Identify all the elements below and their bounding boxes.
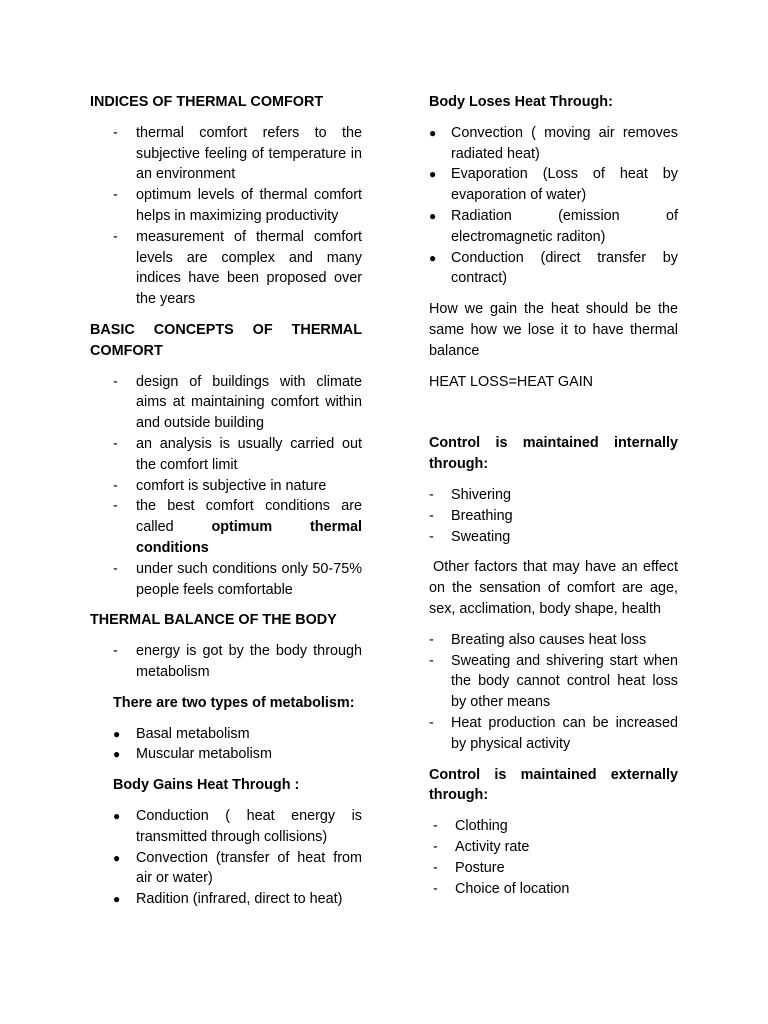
bullet-marker: ● <box>429 250 437 265</box>
dash-marker: - <box>113 228 118 245</box>
basic-concepts-list <box>90 372 362 601</box>
heading-basic-concepts: BASIC CONCEPTS OF THERMAL COMFORT <box>90 321 362 359</box>
dash-marker: - <box>433 818 438 835</box>
dash-marker: - <box>113 643 118 660</box>
list-item: - Activity rate <box>429 837 678 858</box>
dash-marker: - <box>433 880 438 897</box>
left-column <box>90 92 362 920</box>
dash-marker: - <box>113 124 118 141</box>
loses-heat-list <box>429 123 678 289</box>
heat-equation: HEAT LOSS=HEAT GAIN <box>429 373 594 390</box>
metabolism-list <box>90 724 362 766</box>
list-item: - measurement of thermal comfort levels are complex and many indices have been proposed over the years <box>113 228 362 308</box>
list-item: - Clothing <box>429 816 678 837</box>
dash-marker: - <box>113 560 118 577</box>
list-item: - Shivering <box>429 485 678 506</box>
list-item: ● Basal metabolism <box>90 724 362 745</box>
list-item: - Sweating and shivering start when the body cannot control heat loss by other means <box>429 652 678 711</box>
dash-marker: - <box>429 631 434 648</box>
dash-marker: - <box>429 486 434 503</box>
dash-marker: - <box>429 652 434 669</box>
list-item: - energy is got by the body through metabolism <box>113 643 362 680</box>
bullet-marker: ● <box>113 726 121 741</box>
subheading-gains-heat: Body Gains Heat Through : <box>113 777 300 794</box>
list-item: - Heat production can be increased by physical activity <box>429 714 678 752</box>
bullet-marker: ● <box>113 808 121 823</box>
bullet-marker: ● <box>113 747 121 762</box>
list-item: - Breathing <box>429 506 678 527</box>
subheading-metabolism: There are two types of metabolism: <box>113 694 355 711</box>
list-item: ● Radition (infrared, direct to heat) <box>90 889 362 910</box>
bullet-marker: ● <box>113 892 121 907</box>
thermal-balance-list <box>90 641 362 683</box>
list-item: - optimum levels of thermal comfort helps in maximizing productivity <box>113 187 362 224</box>
external-control-list <box>429 816 678 899</box>
list-item: - Posture <box>429 858 678 879</box>
list-item: - an analysis is usually carried out the comfort limit <box>113 435 362 473</box>
bullet-marker: ● <box>113 850 121 865</box>
list-item: ● Conduction ( heat energy is transmitted through collisions) <box>113 807 362 845</box>
dash-marker: - <box>429 507 434 524</box>
notes-list <box>429 630 678 755</box>
list-item: - Breating also causes heat loss <box>429 630 678 651</box>
dash-marker: - <box>429 528 434 545</box>
spacer <box>429 402 678 433</box>
bullet-marker: ● <box>429 208 437 223</box>
heading-external-control: Control is maintained externally through: <box>429 766 678 804</box>
paragraph-thermal-balance: How we gain the heat should be the same how we lose it to have thermal balance <box>429 301 678 359</box>
dash-marker: - <box>113 435 118 452</box>
list-item: ● Convection (transfer of heat from air or water) <box>113 849 362 887</box>
list-item: - Sweating <box>429 527 678 548</box>
dash-marker: - <box>113 373 118 390</box>
list-item: - Choice of location <box>429 879 678 900</box>
list-item: - comfort is subjective in nature <box>90 476 362 497</box>
gains-heat-list <box>90 806 362 910</box>
dash-marker: - <box>113 477 118 494</box>
dash-marker: - <box>433 859 438 876</box>
list-item: - design of buildings with climate aims at maintaining comfort within and outside building <box>113 373 362 432</box>
bullet-marker: ● <box>429 125 437 140</box>
bullet-marker: ● <box>429 167 437 182</box>
list-item: ● Muscular metabolism <box>90 744 362 765</box>
dash-marker: - <box>429 714 434 731</box>
internal-control-list <box>429 485 678 547</box>
paragraph-other-factors: Other factors that may have an effect on the sensation of comfort are age, sex, acclimation, body shape, health <box>429 559 678 617</box>
list-item: - under such conditions only 50-75% people feels comfortable <box>113 560 362 598</box>
list-item: ● Convection ( moving air removes radiated heat) <box>429 124 678 162</box>
indices-list <box>90 123 362 310</box>
dash-marker: - <box>113 498 118 515</box>
right-column <box>429 92 678 909</box>
heading-loses-heat: Body Loses Heat Through: <box>429 94 613 110</box>
heading-thermal-balance: THERMAL BALANCE OF THE BODY <box>90 612 337 629</box>
list-item: ● Radiation (emission of electromagnetic raditon) <box>429 207 678 245</box>
list-item: - thermal comfort refers to the subjective feeling of temperature in an environment <box>113 124 362 183</box>
list-item: ● Conduction (direct transfer by contract) <box>429 249 678 287</box>
list-item: ● Evaporation (Loss of heat by evaporation of water) <box>429 166 678 204</box>
dash-marker: - <box>433 838 438 855</box>
bold-term: optimum thermal conditions <box>136 519 362 556</box>
heading-internal-control: Control is maintained internally through: <box>429 435 678 473</box>
list-item: - the best comfort conditions are called optimum thermal conditions <box>113 498 362 556</box>
dash-marker: - <box>113 187 118 204</box>
heading-indices: INDICES OF THERMAL COMFORT <box>90 94 324 110</box>
